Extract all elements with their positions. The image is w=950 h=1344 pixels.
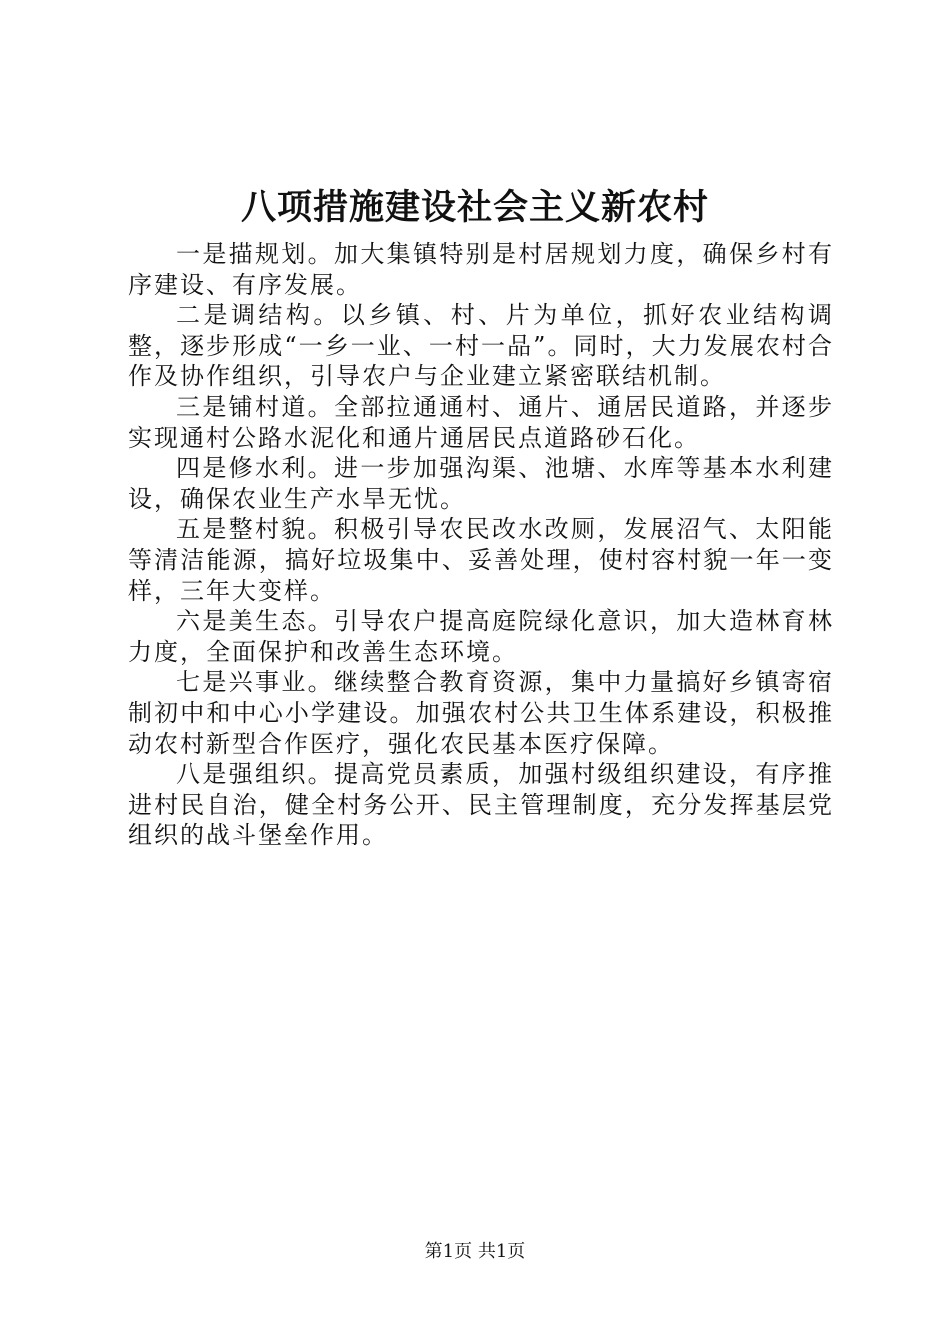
paragraph-1: 一是描规划。加大集镇特别是村居规划力度，确保乡村有序建设、有序发展。 [128,240,834,299]
paragraph-5: 五是整村貌。积极引导农民改水改厕，发展沼气、太阳能等清洁能源，搞好垃圾集中、妥善处理，使村容村貌一年一变样，三年大变样。 [128,515,834,605]
page-footer: 第1页 共1页 [424,1241,526,1262]
paragraph-6: 六是美生态。引导农户提高庭院绿化意识，加大造林育林力度，全面保护和改善生态环境。 [128,607,834,666]
document-body [128,239,834,851]
paragraph-4: 四是修水利。进一步加强沟渠、池塘、水库等基本水利建设，确保农业生产水旱无忧。 [128,454,834,513]
page-title: 八项措施建设社会主义新农村 [240,187,709,228]
paragraph-7: 七是兴事业。继续整合教育资源，集中力量搞好乡镇寄宿制初中和中心小学建设。加强农村公共卫生体系建设，积极推动农村新型合作医疗，强化农民基本医疗保障。 [128,668,834,758]
paragraph-2: 二是调结构。以乡镇、村、片为单位，抓好农业结构调整，逐步形成“一乡一业、一村一品”。同时，大力发展农村合作及协作组织，引导农户与企业建立紧密联结机制。 [128,301,834,391]
paragraph-8: 八是强组织。提高党员素质，加强村级组织建设，有序推进村民自治，健全村务公开、民主管理制度，充分发挥基层党组织的战斗堡垒作用。 [128,760,834,850]
paragraph-3: 三是铺村道。全部拉通通村、通片、通居民道路，并逐步实现通村公路水泥化和通片通居民点道路砂石化。 [128,392,834,452]
